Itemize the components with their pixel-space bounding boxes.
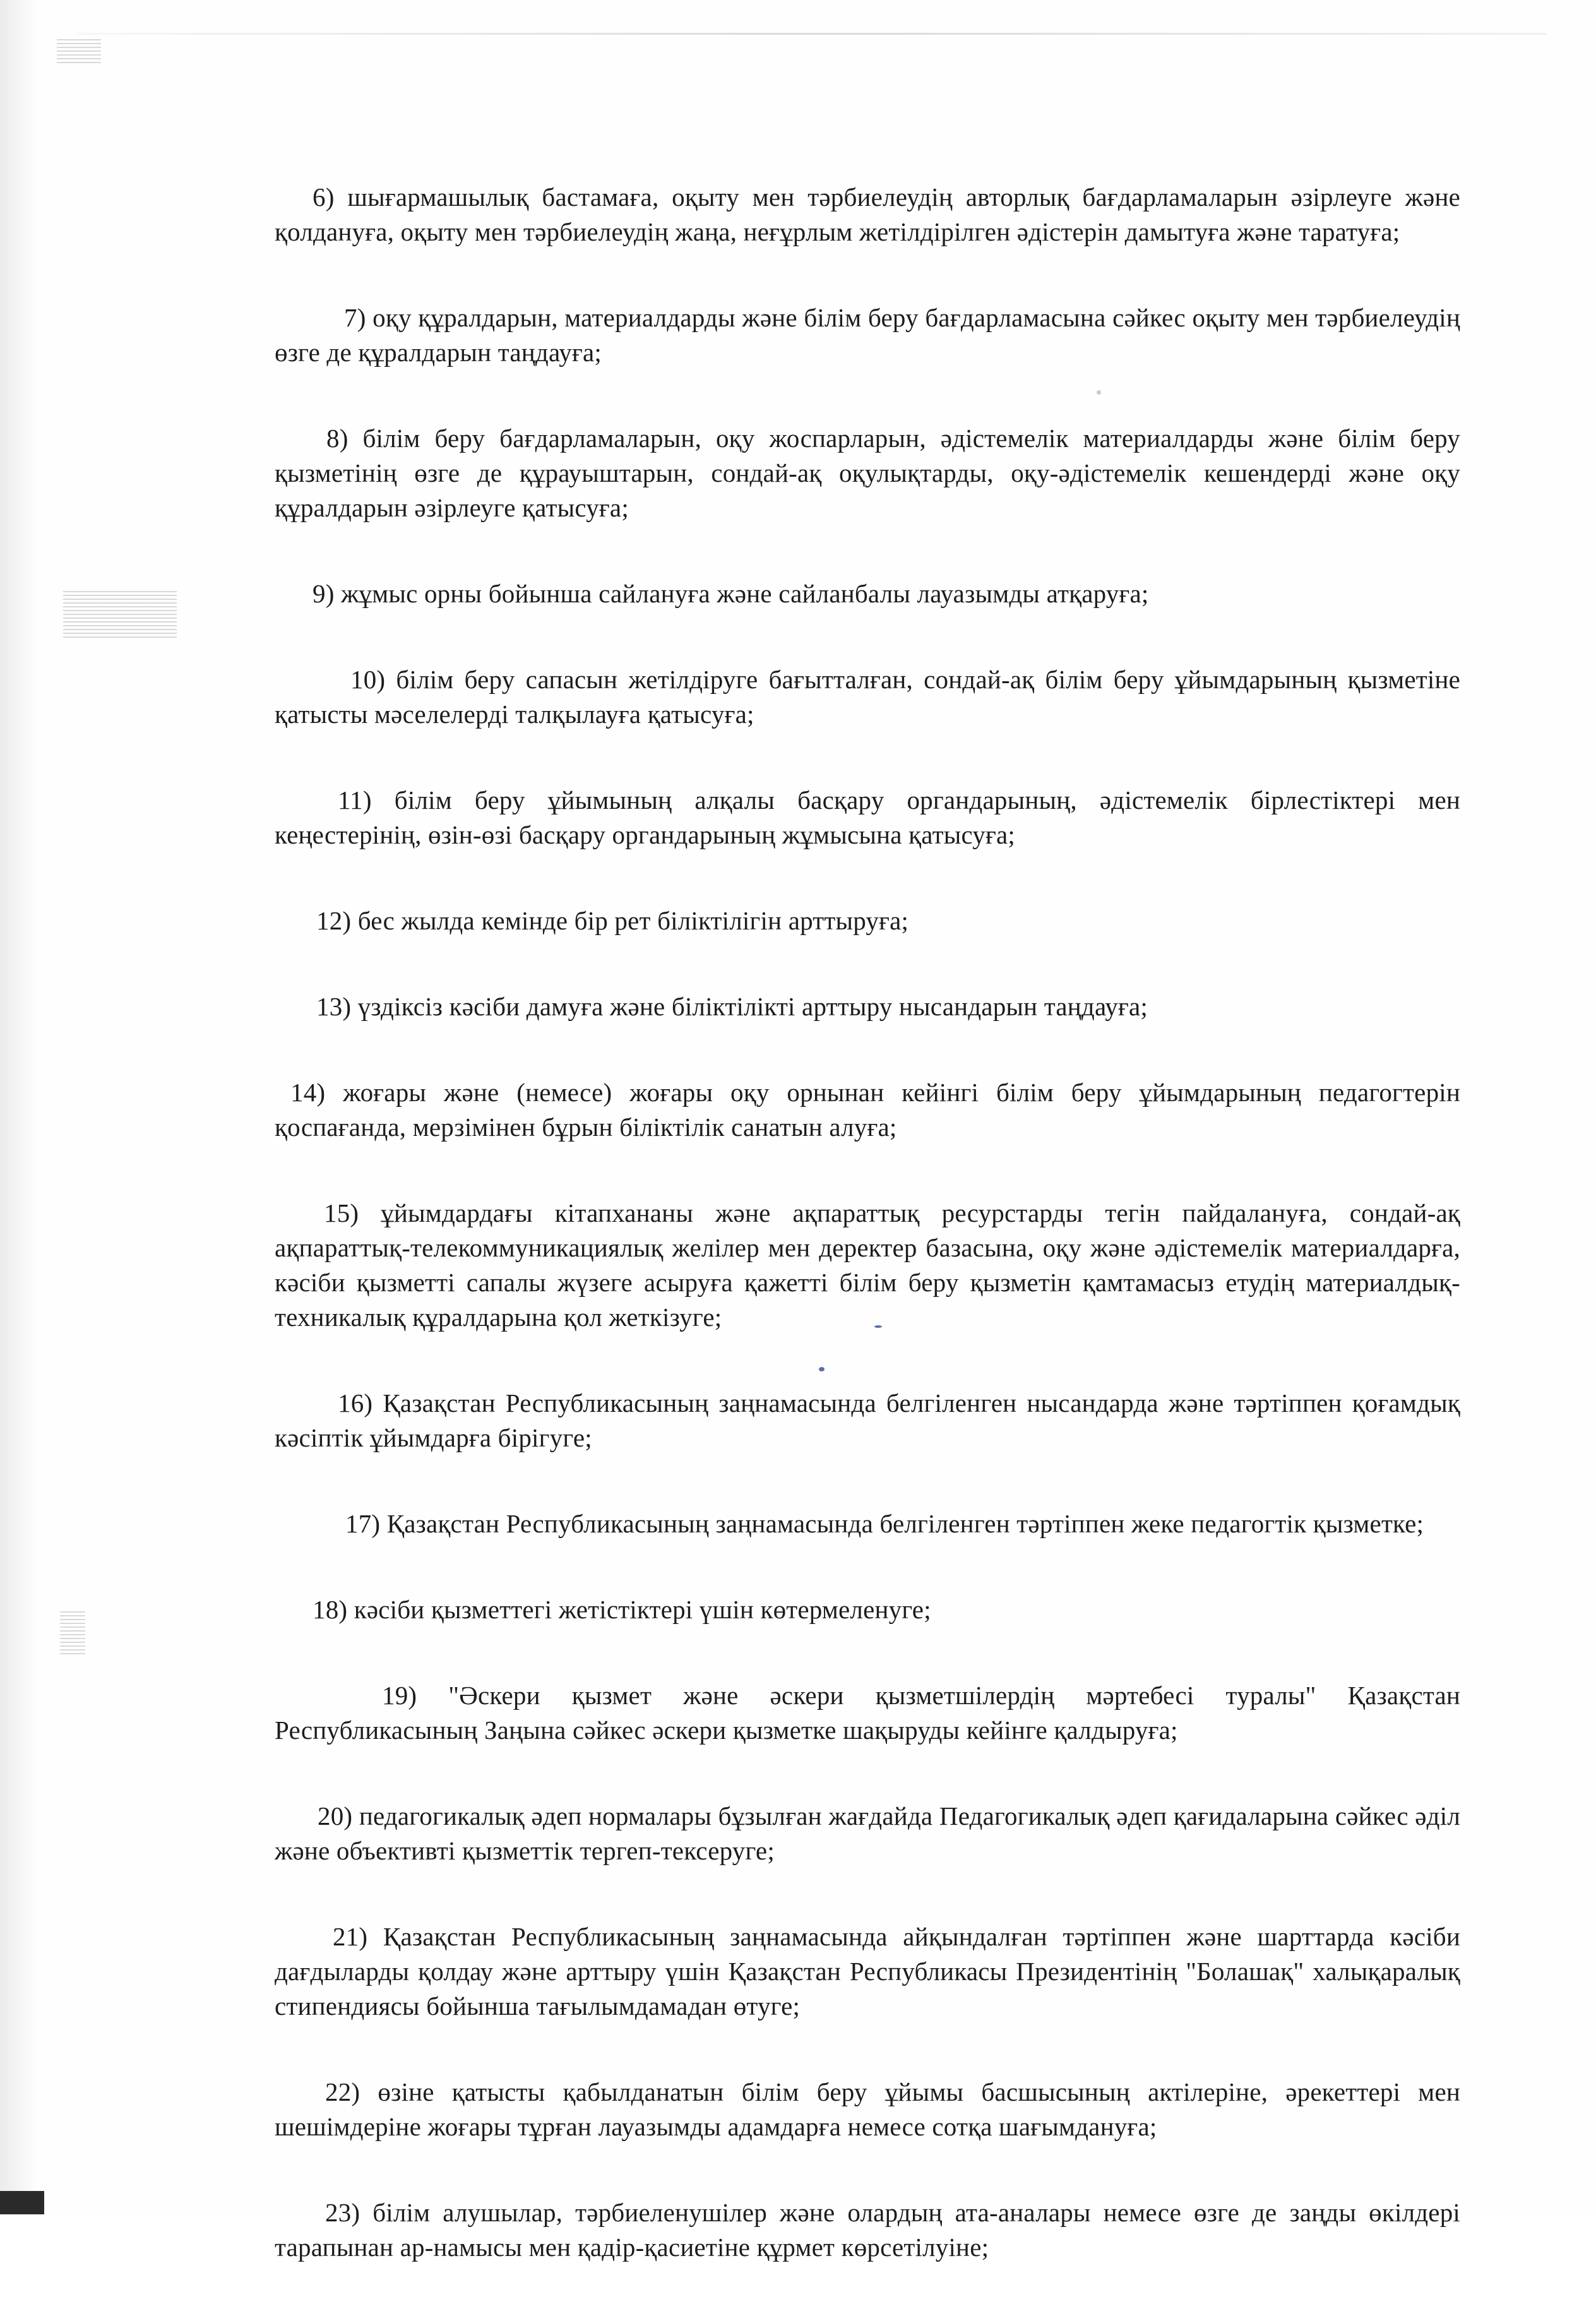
- scan-corner-mark: [0, 2191, 44, 2214]
- scan-artifact: [57, 38, 101, 63]
- scan-artifact: [63, 590, 177, 638]
- list-item: 6) шығармашылық бастамаға, оқыту мен тәрбиелеудің авторлық бағдарламаларын әзірлеуге және қолдануға, оқыту мен тәрбиелеудің жаңа, неғұрлым жетілдірілген әдістерін дамытуға және таратуға;: [275, 182, 1460, 246]
- list-item: 16) Қазақстан Республикасының заңнамасында белгіленген нысандарда және тәртіппен қоғамдық кәсіптік ұйымдарға бірігуге;: [275, 1388, 1460, 1452]
- list-item: 10) білім беру сапасын жетілдіруге бағытталған, сондай-ақ білім беру ұйымдарының қызметіне қатысты мәселелерді талқылауға қатысуға;: [275, 665, 1460, 729]
- list-item: 7) оқу құралдарын, материалдарды және білім беру бағдарламасына сәйкес оқыту мен тәрбиелеудің өзге де құралдарын таңдауға;: [275, 303, 1460, 367]
- list-item: 8) білім беру бағдарламаларын, оқу жоспарларын, әдістемелік материалдарды және білім беру қызметінің өзге де құрауыштарын, сондай-ақ оқулықтарды, оқу-әдістемелік кешендерді және оқу құралдарын әзірлеуге қатысуға;: [275, 424, 1460, 522]
- list-item: 23) білім алушылар, тәрбиеленушілер және олардың ата-аналары немесе өзге де заңды өкілдері тарапынан ар-намысы мен қадір-қасиетіне құрмет көрсетілуіне;: [275, 2198, 1460, 2262]
- list-item: 12) бес жылда кемінде бір рет біліктілігін арттыруға;: [316, 906, 909, 935]
- list-item: 18) кәсіби қызметтегі жетістіктері үшін көтермеленуге;: [313, 1595, 931, 1624]
- document-body: [275, 180, 1460, 2316]
- list-item: 21) Қазақстан Республикасының заңнамасында айқындалған тәртіппен және шарттарда кәсіби дағдыларды қолдау және арттыру үшін Қазақстан Республикасы Президентінің "Болашақ" халықаралық стипендиясы бойынша тағылымдамадан өтуге;: [275, 1922, 1460, 2021]
- list-item: 20) педагогикалық әдеп нормалары бұзылған жағдайда Педагогикалық әдеп қағидаларына сәйкес әділ және объективті қызметтік тергеп-тексеруге;: [275, 1801, 1460, 1865]
- list-item: 9) жұмыс орны бойынша сайлануға және сайланбалы лауазымды атқаруға;: [313, 579, 1149, 608]
- list-item: 22) өзіне қатысты қабылданатын білім беру ұйымы басшысының актілеріне, әрекеттері мен шешімдеріне жоғары тұрған лауазымды адамдарға немесе сотқа шағымдануға;: [275, 2077, 1460, 2141]
- list-item: 13) үздіксіз кәсіби дамуға және біліктілікті арттыру нысандарын таңдауға;: [316, 992, 1148, 1021]
- list-item: 11) білім беру ұйымының алқалы басқару органдарының, әдістемелік бірлестіктері мен кеңестерінің, өзін-өзі басқару органдарының жұмысына қатысуға;: [275, 785, 1460, 849]
- list-item: 15) ұйымдардағы кітапхананы және ақпараттық ресурстарды тегін пайдалануға, сондай-ақ ақпараттық-телекоммуникациялық желілер мен деректер базасына, оқу және әдістемелік материалдарға, кәсіби қызметті сапалы жүзеге асыруға қажетті білім беру қызметін қамтамасыз етудің материалдық-техникалық құралдарына қол жеткізуге;: [275, 1198, 1460, 1332]
- list-item: 19) "Әскери қызмет және әскери қызметшілердің мәртебесі туралы" Қазақстан Республикасының Заңына сәйкес әскери қызметке шақыруды кейінге қалдыруға;: [275, 1681, 1460, 1745]
- scan-edge-shadow: [0, 0, 38, 2214]
- list-item: 17) Қазақстан Республикасының заңнамасында белгіленген тәртіппен жеке педагогтік қызметке;: [345, 1509, 1424, 1538]
- list-item: 14) жоғары және (немесе) жоғары оқу орнынан кейінгі білім беру ұйымдарының педагогтерін қоспағанда, мерзімінен бұрын біліктілік санатын алуға;: [275, 1078, 1460, 1142]
- scan-artifact: [60, 1610, 85, 1654]
- scan-top-line: [76, 33, 1547, 35]
